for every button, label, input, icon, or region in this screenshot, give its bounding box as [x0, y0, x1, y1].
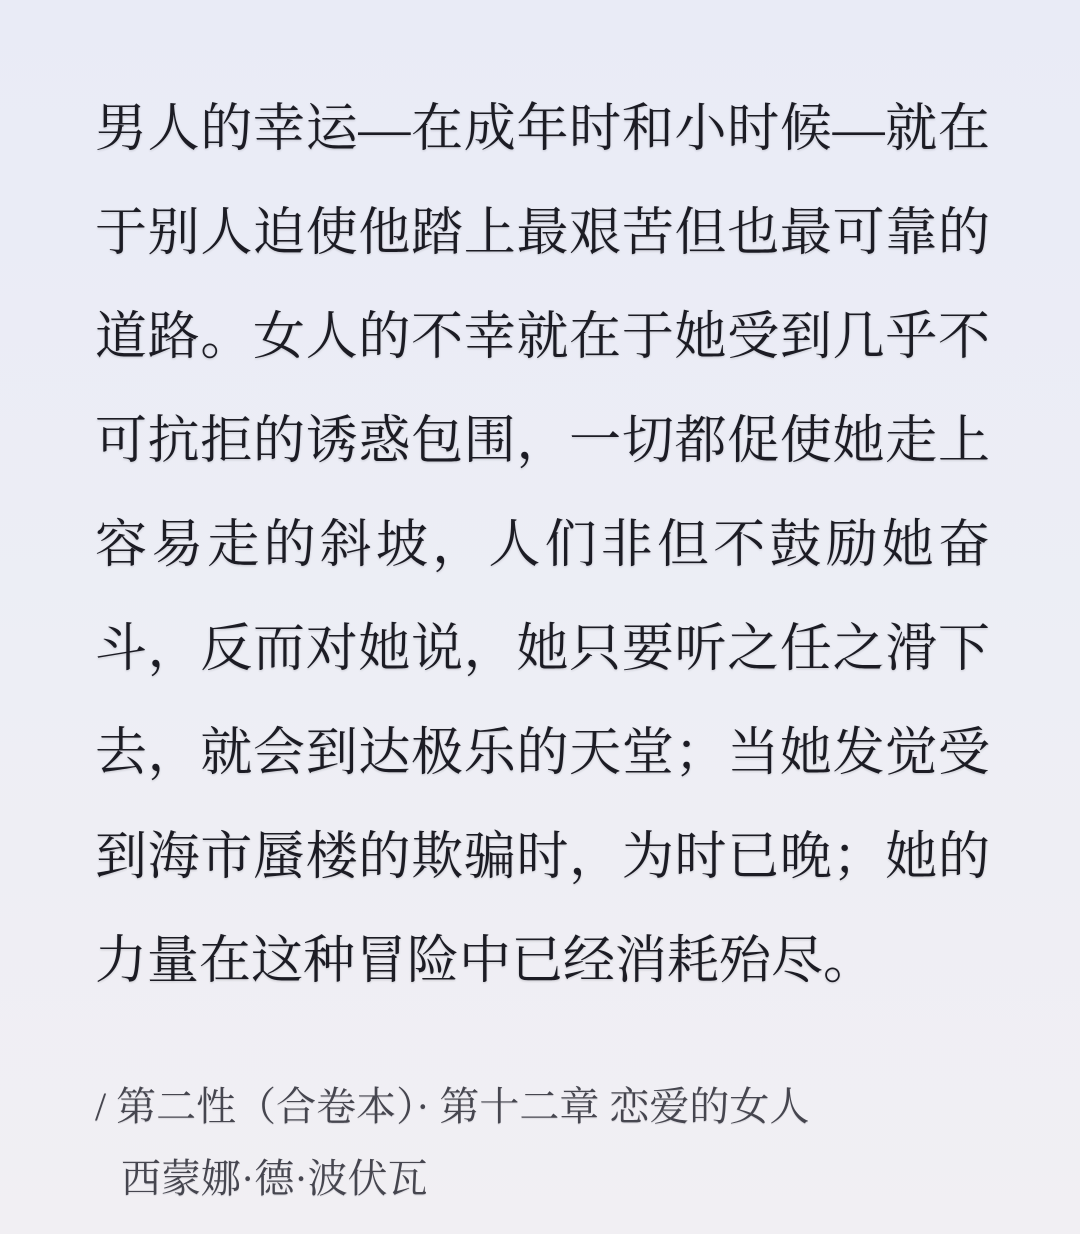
- quote-paragraph: [95, 78, 990, 1014]
- quote-line-3: 道路。女人的不幸就在于她受到几乎不: [95, 309, 990, 366]
- quote-line-2: 于别人迫使他踏上最艰苦但也最可靠的: [95, 205, 990, 262]
- citation-author: 西蒙娜·德·波伏瓦: [121, 1156, 428, 1201]
- quote-line-7: 去，就会到达极乐的天堂；当她发觉受: [95, 725, 990, 782]
- quote-line-5: 容易走的斜坡，人们非但不鼓励她奋: [95, 517, 990, 574]
- quote-line-9: 力量在这种冒险中已经消耗殆尽。: [95, 933, 876, 990]
- quote-line-6: 斗，反而对她说，她只要听之任之滑下: [95, 621, 990, 678]
- quote-line-8: 到海市蜃楼的欺骗时，为时已晚；她的: [95, 829, 990, 886]
- citation-source: / 第二性（合卷本）· 第十二章 恋爱的女人: [95, 1084, 810, 1129]
- quote-line-4: 可抗拒的诱惑包围，一切都促使她走上: [95, 413, 990, 470]
- citation-block: [95, 1082, 990, 1204]
- quote-line-1: 男人的幸运—在成年时和小时候—就在: [95, 101, 990, 158]
